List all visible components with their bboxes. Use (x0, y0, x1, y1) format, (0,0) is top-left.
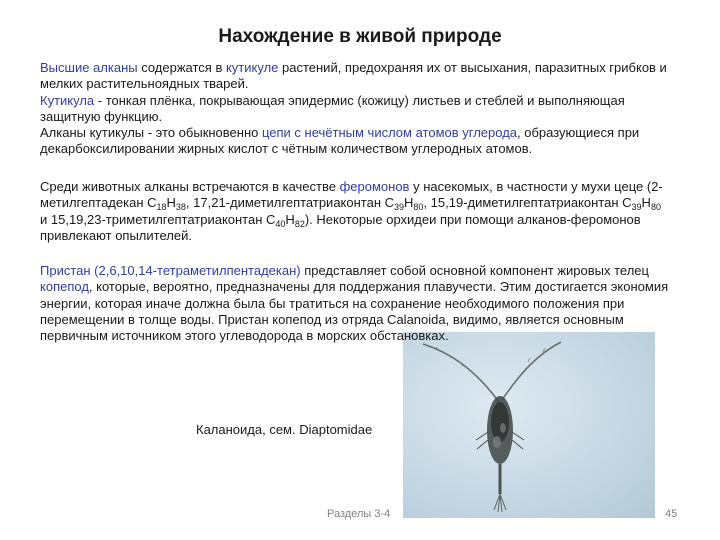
subscript: 39 (631, 202, 642, 213)
text-run: - тонкая плёнка, покрывающая эпидермис (кожицу) листьев и стеблей и выполняющая защитную функцию. (40, 92, 625, 124)
term-pristane: Пристан (2,6,10,14-тетраметилпентадекан) (40, 263, 301, 278)
paragraph-pheromones (40, 179, 670, 244)
text-run: Н (404, 195, 414, 211)
term-copepods: копепод (40, 279, 89, 295)
subscript: 18 (156, 202, 167, 213)
term-cuticle-definition: Кутикула (40, 92, 95, 108)
subscript: 80 (413, 202, 424, 213)
photo-caption: Каланоида, сем. Diaptomidae (196, 422, 373, 437)
text-run: у насекомых, в частности у мухи цеце (2-метилгептадекан С (40, 179, 663, 211)
paragraph-cuticle (40, 60, 670, 158)
text-run: содержатся в (137, 60, 226, 75)
text-run: представляет собой основной компонент жировых телец (300, 263, 649, 278)
text-run: , 17,21-диметилгептатриаконтан С (185, 195, 395, 211)
text-run: и 15,19,23-триметилгептатриаконтан С (40, 211, 276, 227)
term-pheromones: феромонов (339, 179, 410, 194)
text-run: Н (166, 195, 176, 211)
slide-title: Нахождение в живой природе (218, 26, 502, 47)
text-run: Н (641, 195, 651, 211)
copepod-photo (403, 332, 655, 518)
copepod-illustration (403, 332, 655, 518)
text-run: ). Некоторые орхидеи при помощи алканов-феромонов привлекают опылителей. (40, 211, 641, 243)
text-run: , которые, вероятно, предназначены для поддержания плавучести. Этим достигается экономия энергии, которая иначе должна была бы тратиться на сохранение необходимого положения при перемещении в толще воды. Пристан копепод из отряда Calanoida, видимо, является основным первичным источником этого углеводорода в морских обстановках. (40, 279, 669, 344)
text-run: , 15,19-диметилгептатриаконтан С (423, 195, 632, 211)
subscript: 39 (394, 202, 405, 213)
text-run: Н (285, 211, 295, 227)
subscript: 38 (175, 202, 186, 213)
footer-section: Разделы 3-4 (327, 508, 391, 520)
subscript: 80 (650, 202, 661, 213)
term-cuticle: кутикуле (225, 60, 279, 75)
text-run: растений, предохраняя их от высыхания, паразитных грибков и мелких растительноядных тварей. (40, 60, 667, 92)
text-run: Среди животных алканы встречаются в качестве (40, 179, 340, 194)
term-odd-carbon-chains: цепи с нечётным числом атомов углерода (261, 125, 518, 141)
subscript: 82 (294, 218, 305, 229)
term-higher-alkanes: Высшие алканы (40, 60, 138, 75)
page-number: 45 (665, 508, 678, 520)
subscript: 40 (275, 218, 286, 229)
text-run: Алканы кутикулы - это обыкновенно (40, 125, 262, 141)
paragraph-pristane (40, 263, 670, 344)
text-run: , образующиеся при декарбоксилировании жирных кислот с чётным количеством углеродных атомов. (40, 125, 640, 157)
